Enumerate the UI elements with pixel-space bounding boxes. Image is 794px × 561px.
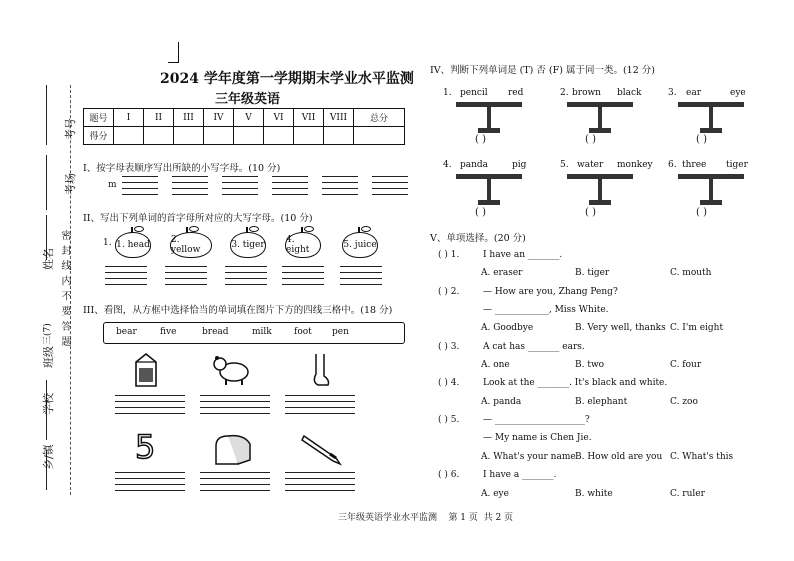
pair-word-a: ear xyxy=(686,88,701,98)
option-c[interactable]: C. What's this xyxy=(670,452,734,462)
binding-margin xyxy=(0,0,80,561)
writing-lines[interactable] xyxy=(272,176,308,196)
score-header: II xyxy=(144,109,174,127)
writing-lines[interactable] xyxy=(200,395,270,415)
word-bank-item: milk xyxy=(252,327,272,337)
word-bank-item: bread xyxy=(202,327,229,337)
section-3-title: III、看图，从方框中选择恰当的单词填在图片下方的四线三格中。(18 分) xyxy=(83,305,393,316)
score-cell[interactable] xyxy=(174,127,204,145)
writing-lines[interactable] xyxy=(372,176,408,196)
option-a[interactable]: A. eye xyxy=(481,489,509,499)
option-a[interactable]: A. one xyxy=(481,360,510,370)
section-4-title: IV、判断下列单词是 (T) 否 (F) 属于同一类。(12 分) xyxy=(430,65,655,76)
pair-word-a: pencil xyxy=(460,88,488,98)
apple-num: 1. xyxy=(103,238,112,248)
question-text: — How are you, Zhang Peng? xyxy=(483,287,618,297)
option-c[interactable]: C. I'm eight xyxy=(670,323,724,333)
class-label: 班级 xyxy=(42,346,55,368)
writing-lines[interactable] xyxy=(200,472,270,492)
answer-paren[interactable]: ( ) xyxy=(475,207,486,218)
option-b[interactable]: B. tiger xyxy=(575,268,610,278)
score-cell[interactable] xyxy=(354,127,405,145)
option-c[interactable]: C. zoo xyxy=(670,397,698,407)
score-cell[interactable] xyxy=(294,127,324,145)
option-c[interactable]: C. mouth xyxy=(670,268,712,278)
pen-icon xyxy=(300,432,344,466)
pair-num: 3. xyxy=(668,88,677,98)
answer-paren[interactable]: ( ) xyxy=(585,134,596,145)
word-bank-item: pen xyxy=(332,327,349,337)
question-text: — ____________________? xyxy=(483,415,590,425)
score-cell[interactable] xyxy=(234,127,264,145)
apple-word-tiger: 3. tiger xyxy=(230,232,266,258)
pair-word-b: pig xyxy=(512,160,527,170)
option-b[interactable]: B. How old are you xyxy=(575,452,663,462)
writing-lines[interactable] xyxy=(340,266,382,286)
milk-carton-icon xyxy=(132,352,160,388)
answer-paren[interactable]: ( ) xyxy=(696,134,707,145)
town-label: 乡/镇 xyxy=(42,444,55,470)
name-label: 姓名 xyxy=(42,248,55,270)
question-number[interactable]: ( ) 2. xyxy=(438,287,460,297)
score-cell[interactable] xyxy=(204,127,234,145)
kaohao-label: 考号 xyxy=(64,118,77,140)
pair-num: 2. xyxy=(560,88,569,98)
page-subtitle: 三年级英语 xyxy=(215,92,281,107)
bear-icon xyxy=(212,352,252,386)
question-text-2: — ____________, Miss White. xyxy=(483,305,609,315)
score-header: I xyxy=(114,109,144,127)
pair-word-b: eye xyxy=(730,88,746,98)
option-c[interactable]: C. four xyxy=(670,360,702,370)
pair-num: 4. xyxy=(443,160,452,170)
foot-icon xyxy=(308,352,332,388)
pair-num: 5. xyxy=(560,160,569,170)
question-text: A cat has _______ ears. xyxy=(483,342,585,352)
score-header: VIII xyxy=(324,109,354,127)
seal-note: 密 封 线 内 不 要 答 题 xyxy=(59,230,70,348)
question-number[interactable]: ( ) 5. xyxy=(438,415,460,425)
pair-word-a: three xyxy=(682,160,707,170)
question-text: I have a _______. xyxy=(483,470,557,480)
writing-lines[interactable] xyxy=(115,472,185,492)
apple-word-juice: 5. juice xyxy=(342,232,378,258)
page-title: 2024 学年度第一学期期末学业水平监测 xyxy=(160,71,414,87)
balance-scale-icon xyxy=(454,170,524,212)
pair-num: 1. xyxy=(443,88,452,98)
writing-lines[interactable] xyxy=(105,266,147,286)
option-b[interactable]: B. Very well, thanks xyxy=(575,323,666,333)
answer-paren[interactable]: ( ) xyxy=(585,207,596,218)
question-number[interactable]: ( ) 3. xyxy=(438,342,460,352)
pair-word-a: panda xyxy=(460,160,489,170)
answer-paren[interactable]: ( ) xyxy=(475,134,486,145)
writing-lines[interactable] xyxy=(322,176,358,196)
page-footer: 三年级英语学业水平监测 第 1 页 共 2 页 xyxy=(338,513,514,523)
writing-lines[interactable] xyxy=(222,176,258,196)
option-a[interactable]: A. eraser xyxy=(481,268,523,278)
section-2-title: II、写出下列单词的首字母所对应的大写字母。(10 分) xyxy=(83,213,313,224)
score-header: IV xyxy=(204,109,234,127)
pair-word-a: brown xyxy=(572,88,601,98)
option-a[interactable]: A. Goodbye xyxy=(481,323,534,333)
word-bank-item: bear xyxy=(116,327,137,337)
apple-word-yellow: 2. yellow xyxy=(170,232,212,258)
question-text: I have an _______. xyxy=(483,250,563,260)
question-number[interactable]: ( ) 6. xyxy=(438,470,460,480)
question-number[interactable]: ( ) 1. xyxy=(438,250,460,260)
balance-scale-icon xyxy=(565,170,635,212)
score-header: 总分 xyxy=(354,109,405,127)
corner-mark xyxy=(168,42,179,63)
option-a[interactable]: A. What's your name xyxy=(481,452,576,462)
kaochang-label: 考场 xyxy=(64,173,77,195)
pair-word-b: red xyxy=(508,88,524,98)
section-5-title: V、单项选择。(20 分) xyxy=(430,233,526,244)
option-a[interactable]: A. panda xyxy=(481,397,522,407)
writing-lines[interactable] xyxy=(285,395,355,415)
writing-lines[interactable] xyxy=(225,266,267,286)
balance-scale-icon xyxy=(676,98,746,140)
pair-word-b: black xyxy=(617,88,642,98)
writing-lines[interactable] xyxy=(122,176,158,196)
number-five-picture: 5 xyxy=(135,428,156,466)
option-b[interactable]: B. elephant xyxy=(575,397,628,407)
pair-word-a: water xyxy=(577,160,604,170)
bread-icon xyxy=(212,432,254,466)
apple-word-head: 1. head xyxy=(115,232,151,258)
question-text-2: — My name is Chen Jie. xyxy=(483,433,592,443)
score-cell[interactable] xyxy=(324,127,354,145)
score-row-label: 得分 xyxy=(84,127,114,145)
pair-num: 6. xyxy=(668,160,677,170)
section-1-title: I、按字母表顺序写出所缺的小写字母。(10 分) xyxy=(83,163,281,174)
score-header: III xyxy=(174,109,204,127)
answer-paren[interactable]: ( ) xyxy=(696,207,707,218)
option-b[interactable]: B. two xyxy=(575,360,605,370)
score-cell[interactable] xyxy=(114,127,144,145)
section-1-first-letter: m xyxy=(108,180,117,190)
pair-word-b: monkey xyxy=(617,160,653,170)
score-header: 题号 xyxy=(84,109,114,127)
writing-lines[interactable] xyxy=(115,395,185,415)
score-table xyxy=(83,108,405,145)
score-cell[interactable] xyxy=(264,127,294,145)
writing-lines[interactable] xyxy=(172,176,208,196)
writing-lines[interactable] xyxy=(285,472,355,492)
balance-scale-icon xyxy=(676,170,746,212)
balance-scale-icon xyxy=(454,98,524,140)
score-header: V xyxy=(234,109,264,127)
word-bank-item: five xyxy=(160,327,177,337)
writing-lines[interactable] xyxy=(282,266,324,286)
score-header: VII xyxy=(294,109,324,127)
question-text: Look at the _______. It's black and white. xyxy=(483,378,668,388)
score-header: VI xyxy=(264,109,294,127)
balance-scale-icon xyxy=(565,98,635,140)
question-number[interactable]: ( ) 4. xyxy=(438,378,460,388)
class-value: 三(7) xyxy=(43,323,53,345)
word-bank-item: foot xyxy=(294,327,312,337)
pair-word-b: tiger xyxy=(726,160,748,170)
score-cell[interactable] xyxy=(144,127,174,145)
option-b[interactable]: B. white xyxy=(575,489,613,499)
option-c[interactable]: C. ruler xyxy=(670,489,705,499)
school-label: 学校 xyxy=(42,393,55,415)
apple-word-eight: 4. eight xyxy=(285,232,321,258)
writing-lines[interactable] xyxy=(165,266,207,286)
